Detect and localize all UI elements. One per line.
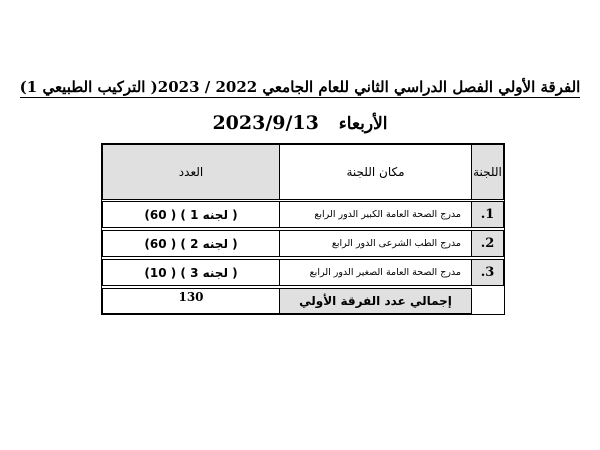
header-count: العدد [102, 144, 280, 200]
header-committee: اللجنة [471, 144, 504, 200]
row-number: 3. [471, 259, 504, 286]
total-label: إجمالي عدد الفرقة الأولي [279, 288, 472, 314]
row-count: ( لجنه 2 ) ( 60) [102, 230, 280, 257]
exam-day-date [0, 112, 600, 134]
committees-table [101, 143, 505, 315]
total-value: 130 [102, 288, 280, 314]
row-place: مدرج الصحة العامة الكبير الدور الرابع [279, 201, 472, 228]
exam-date: 2023/9/13 [212, 112, 319, 134]
row-number: 2. [471, 230, 504, 257]
row-number: 1. [471, 201, 504, 228]
row-count: ( لجنه 3 ) ( 10) [102, 259, 280, 286]
header-place: مكان اللجنة [279, 144, 472, 200]
row-place: مدرج الطب الشرعى الدور الرابع [279, 230, 472, 257]
row-place: مدرج الصحة العامة الصغير الدور الرابع [279, 259, 472, 286]
exam-day: الأربعاء [338, 114, 388, 134]
page-title: الفرقة الأولي الفصل الدراسي الثاني للعام الجامعي 2022 / 2023( التركيب الطبيعي 1) [19, 78, 581, 96]
row-count: ( لجنه 1 ) ( 60) [102, 201, 280, 228]
